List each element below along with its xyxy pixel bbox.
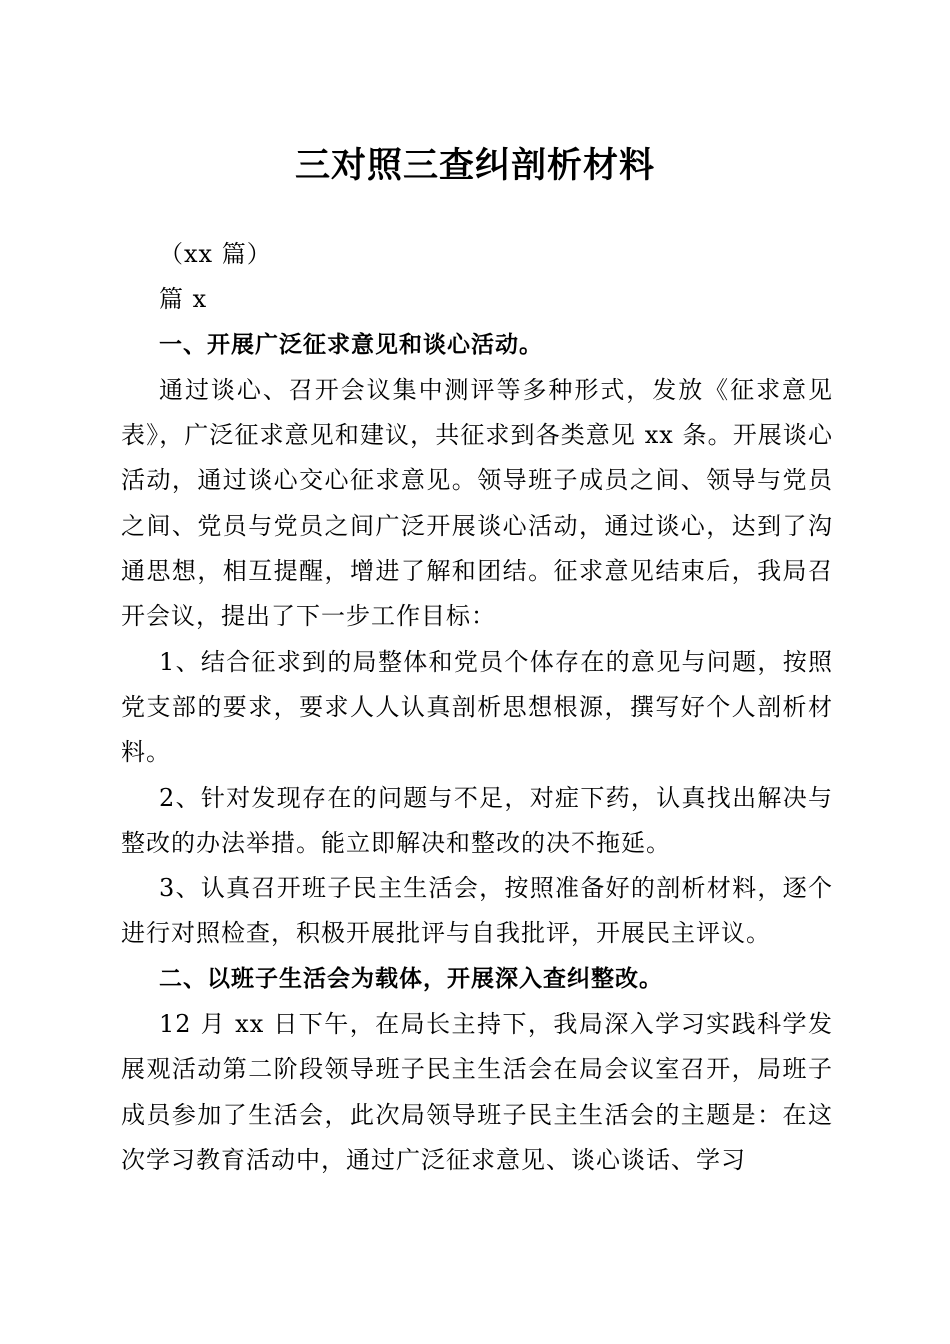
document-body (121, 232, 833, 1183)
list-item-3: 3、认真召开班子民主生活会，按照准备好的剖析材料，逐个进行对照检查，积极开展批评与自我批评，开展民主评议。 (121, 874, 833, 948)
section-heading-1: 一、开展广泛征求意见和谈心活动。 (159, 331, 543, 358)
section-2-paragraph: 12 月 xx 日下午，在局长主持下，我局深入学习实践科学发展观活动第二阶段领导班子民主生活会在局会议室召开，局班子成员参加了生活会，此次局领导班子民主生活会的主题是：在这次学习教育活动中，通过广泛征求意见、谈心谈话、学习 (121, 1010, 833, 1174)
document-title: 三对照三查纠剖析材料 (294, 146, 655, 186)
section-heading-2: 二、以班子生活会为载体，开展深入查纠整改。 (159, 965, 663, 992)
section-1-paragraph: 通过谈心、召开会议集中测评等多种形式，发放《征求意见表》，广泛征求意见和建议，共征求到各类意见 xx 条。开展谈心活动，通过谈心交心征求意见。领导班子成员之间、领导与党员之间、党员与党员之间广泛开展谈心活动，通过谈心，达到了沟通思想，相互提醒，增进了解和团结。征求意见结束后，我局召开会议，提出了下一步工作目标： (121, 375, 833, 631)
list-item-2: 2、针对发现存在的问题与不足，对症下药，认真找出解决与整改的办法举措。能立即解决和整改的决不拖延。 (121, 783, 833, 857)
subtitle: （xx 篇） (159, 240, 272, 268)
part-label: 篇 x (159, 285, 208, 314)
list-item-1: 1、结合征求到的局整体和党员个体存在的意见与问题，按照党支部的要求，要求人人认真剖析思想根源，撰写好个人剖析材料。 (121, 647, 833, 767)
